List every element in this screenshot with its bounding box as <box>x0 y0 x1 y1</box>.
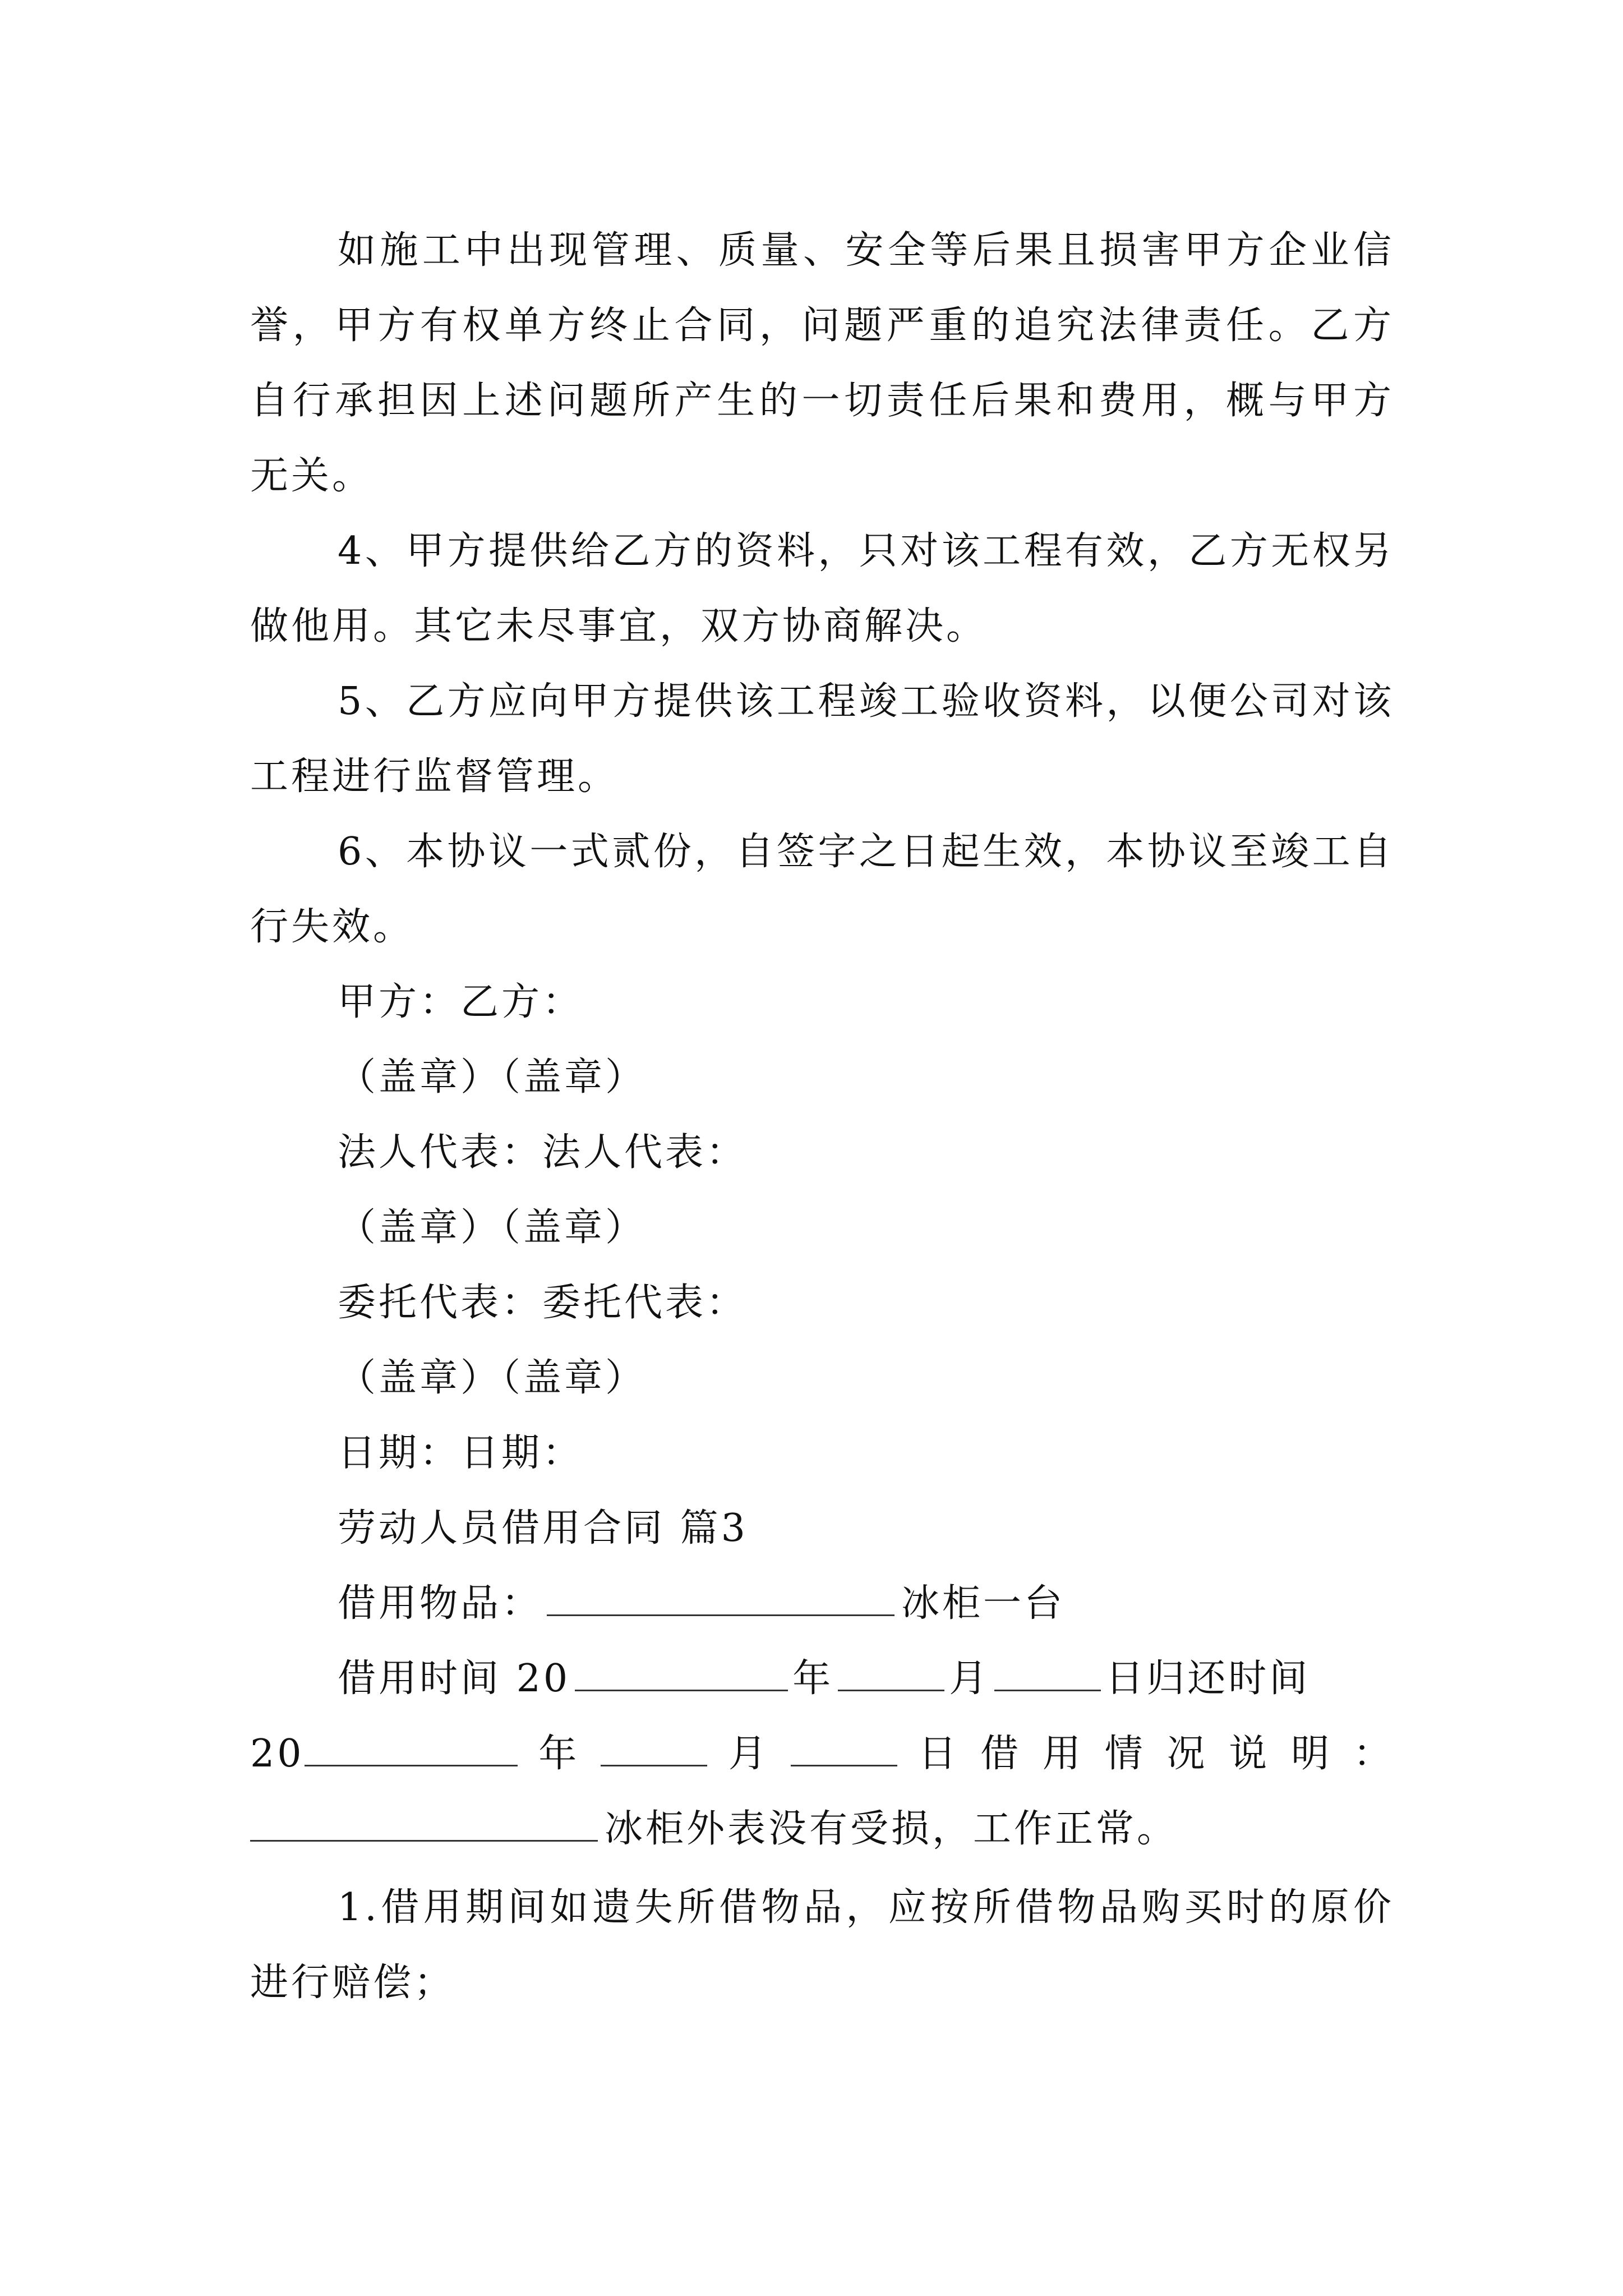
return-year-blank[interactable] <box>305 1732 518 1766</box>
status-label-char: 情 <box>1104 1732 1146 1776</box>
status-blank[interactable] <box>250 1807 598 1842</box>
return-year-prefix-group <box>250 1717 518 1792</box>
signature-parties: 甲方：乙方： <box>338 980 584 1024</box>
return-day-blank[interactable] <box>791 1732 897 1766</box>
borrow-month-unit: 月 <box>949 1657 990 1701</box>
borrow-year-blank[interactable] <box>575 1657 788 1691</box>
item-label: 借用物品： <box>338 1581 543 1626</box>
return-year-prefix: 20 <box>250 1732 305 1776</box>
status-label-char: ： <box>1353 1732 1394 1776</box>
signature-dates: 日期：日期： <box>338 1431 584 1475</box>
borrow-month-blank[interactable] <box>838 1657 944 1691</box>
signature-seal-3: （盖章）（盖章） <box>338 1356 647 1400</box>
paragraph-clause-6: 6、本协议一式贰份，自签字之日起生效，本协议至竣工自行失效。 <box>250 830 1394 949</box>
item-blank[interactable] <box>547 1582 895 1616</box>
signature-agent: 委托代表：委托代表： <box>338 1281 748 1325</box>
item-value: 冰柜一台 <box>901 1581 1066 1626</box>
return-month-unit: 月 <box>728 1732 769 1776</box>
signature-seal-2: （盖章）（盖章） <box>338 1205 647 1250</box>
status-label-char: 借 <box>980 1732 1022 1776</box>
paragraph-liability: 如施工中出现管理、质量、安全等后果且损害甲方企业信誉，甲方有权单方终止合同，问题严重的追究法律责任。乙方自行承担因上述问题所产生的一切责任后果和费用，概与甲方无关。 <box>250 228 1394 498</box>
document-body <box>250 213 1394 2021</box>
signature-legal-rep: 法人代表：法人代表： <box>338 1130 748 1175</box>
paragraph-clause-5: 5、乙方应向甲方提供该工程竣工验收资料，以便公司对该工程进行监督管理。 <box>250 679 1394 799</box>
return-month-blank[interactable] <box>601 1732 707 1766</box>
status-label-char: 日 <box>918 1732 960 1776</box>
status-label-char: 说 <box>1229 1732 1270 1776</box>
form-status-row <box>250 1792 1394 1867</box>
borrow-time-label: 借用时间 <box>338 1657 502 1701</box>
borrow-year-unit: 年 <box>792 1657 834 1701</box>
borrow-year-prefix: 20 <box>516 1657 571 1701</box>
paragraph-clause-4: 4、甲方提供给乙方的资料，只对该工程有效，乙方无权另做他用。其它未尽事宜，双方协商解决。 <box>250 529 1394 648</box>
status-label-char: 用 <box>1042 1732 1083 1776</box>
return-time-label: 归还时间 <box>1146 1657 1311 1701</box>
form-item-row <box>250 1566 1394 1641</box>
signature-seal-1: （盖章）（盖章） <box>338 1055 647 1099</box>
return-year-unit: 年 <box>538 1732 580 1776</box>
form-return-time-row <box>250 1717 1394 1792</box>
status-label-char: 况 <box>1166 1732 1208 1776</box>
borrow-day-unit: 日 <box>1105 1657 1147 1701</box>
status-value: 冰柜外表没有受损，工作正常。 <box>605 1807 1178 1851</box>
section-title: 劳动人员借用合同 篇3 <box>338 1506 748 1550</box>
form-borrow-time-row <box>250 1641 1394 1717</box>
paragraph-clause-1: 1.借用期间如遗失所借物品，应按所借物品购买时的原价进行赔偿； <box>250 1885 1394 2005</box>
borrow-day-blank[interactable] <box>994 1657 1101 1691</box>
status-label-char: 明 <box>1291 1732 1332 1776</box>
